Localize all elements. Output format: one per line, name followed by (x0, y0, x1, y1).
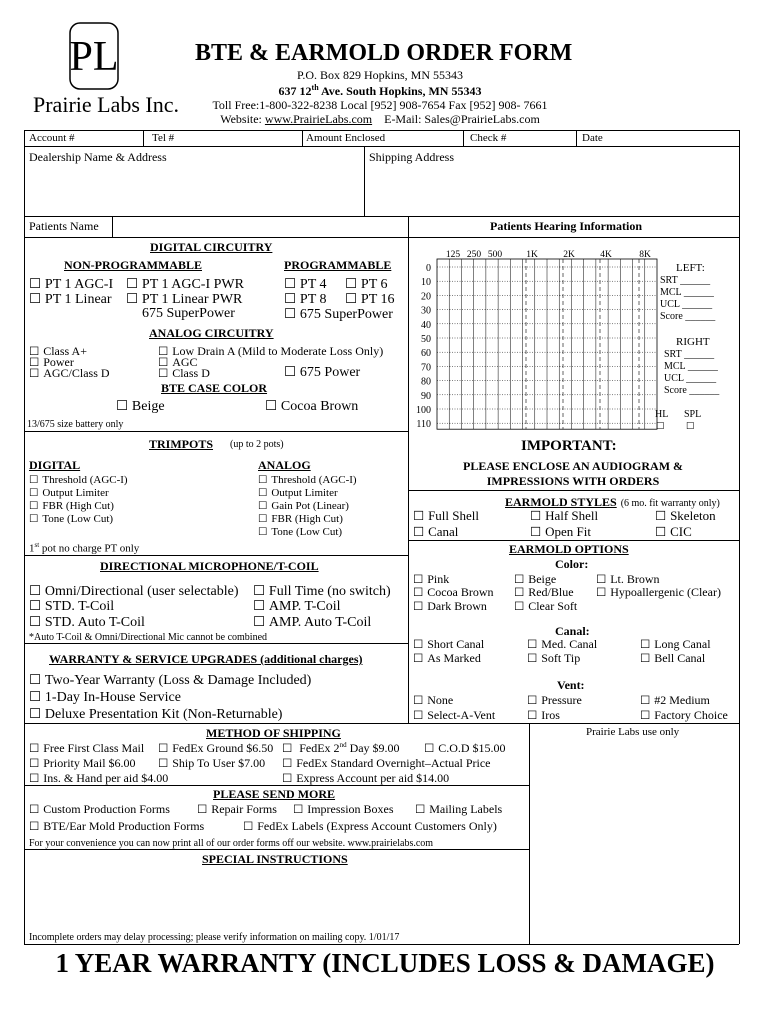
lab-use-label: Prairie Labs use only (586, 726, 680, 738)
pressure-vent-checkbox[interactable]: ☐ Pressure (527, 693, 582, 708)
trimpots-title: TRIMPOTS (149, 437, 214, 451)
no-vent-checkbox[interactable]: ☐ None (413, 693, 453, 708)
analog-circuitry-title: ANALOG CIRCUITRY (149, 326, 274, 340)
skeleton-checkbox[interactable]: ☐ Skeleton (655, 508, 716, 524)
deluxe-kit-checkbox[interactable]: ☐ Deluxe Presentation Kit (Non-Returnable) (29, 706, 282, 723)
hearing-info-title: Patients Hearing Information (490, 219, 642, 233)
digital-tone-checkbox[interactable]: ☐ Tone (Low Cut) (29, 513, 113, 525)
express-account-checkbox[interactable]: ☐ Express Account per aid $14.00 (282, 771, 449, 786)
as-marked-checkbox[interactable]: ☐ As Marked (413, 651, 481, 666)
prog-title: PROGRAMMABLE (284, 258, 392, 272)
audiogram-level-label: 40 (421, 319, 431, 331)
amount-enclosed-field[interactable]: Amount Enclosed (306, 132, 386, 144)
digital-fbr-checkbox[interactable]: ☐ FBR (High Cut) (29, 500, 114, 512)
agc-classd-checkbox[interactable]: ☐ AGC/Class D (29, 366, 110, 381)
prog-675-checkbox[interactable]: ☐ 675 SuperPower (284, 306, 393, 323)
audiogram-freq-label: 8K (639, 250, 651, 260)
po-box: P.O. Box 829 Hopkins, MN 55343 (296, 68, 464, 82)
important-line2: IMPRESSIONS WITH ORDERS (486, 474, 660, 488)
medium-vent-checkbox[interactable]: ☐ #2 Medium (640, 693, 710, 708)
dark-brown-checkbox[interactable]: ☐ Dark Brown (413, 599, 487, 614)
audiogram-level-label: 80 (421, 376, 431, 388)
spl-checkbox[interactable] (686, 421, 699, 432)
battery-note: 13/675 size battery only (27, 419, 124, 430)
two-year-warranty-checkbox[interactable]: ☐ Two-Year Warranty (Loss & Damage Included) (29, 672, 311, 689)
audiogram-level-label: 0 (426, 263, 431, 274)
analog-threshold-checkbox[interactable]: ☐ Threshold (AGC-I) (258, 474, 357, 486)
half-shell-checkbox[interactable]: ☐ Half Shell (530, 508, 598, 524)
right-ear-label: RIGHT (676, 336, 710, 348)
one-day-service-checkbox[interactable]: ☐ 1-Day In-House Service (29, 689, 181, 706)
factory-choice-checkbox[interactable]: ☐ Factory Choice (640, 708, 728, 723)
amp-tcoil-checkbox[interactable]: ☐ AMP. T-Coil (253, 598, 341, 615)
audiogram-freq-label: 125 (445, 250, 461, 260)
patients-name-field[interactable]: Patients Name (29, 219, 99, 233)
red-blue-checkbox[interactable]: ☐ Red/Blue (514, 585, 574, 600)
classd-checkbox[interactable]: ☐ Class D (158, 366, 210, 381)
fedex-labels-checkbox[interactable]: ☐ FedEx Labels (Express Account Customers Only) (243, 819, 497, 834)
iros-vent-checkbox[interactable]: ☐ Iros (527, 708, 560, 723)
date-field[interactable]: Date (582, 132, 603, 144)
fulltime-checkbox[interactable]: ☐ Full Time (no switch) (253, 583, 391, 600)
mic-title: DIRECTIONAL MICROPHONE/T-COIL (100, 559, 319, 573)
left-ucl-field[interactable]: UCL ______ (660, 299, 713, 310)
phone-line: Toll Free:1-800-322-8238 Local [952] 908-7654 Fax [952] 908- 7661 (212, 98, 548, 112)
cocoa-case-checkbox[interactable]: ☐ Cocoa Brown (265, 398, 358, 415)
audiogram-level-label: 10 (421, 277, 431, 289)
account-field[interactable]: Account # (29, 132, 75, 144)
priority-mail-checkbox[interactable]: ☐ Priority Mail $6.00 (29, 756, 136, 771)
open-fit-checkbox[interactable]: ☐ Open Fit (530, 524, 591, 540)
tcoil-note: *Auto T-Coil & Omni/Directional Mic cannot be combined (29, 632, 268, 643)
analog-fbr-checkbox[interactable]: ☐ FBR (High Cut) (258, 513, 343, 525)
vent-label: Vent: (557, 678, 585, 692)
left-score-field[interactable]: Score ______ (660, 311, 716, 322)
select-a-vent-checkbox[interactable]: ☐ Select-A-Vent (413, 708, 495, 723)
short-canal-checkbox[interactable]: ☐ Short Canal (413, 637, 484, 652)
lt-brown-checkbox[interactable]: ☐ Lt. Brown (596, 572, 660, 587)
website-line: Website: www.PrairieLabs.com E-Mail: Sales@PrairieLabs.com (220, 112, 540, 126)
audiogram-level-label: 90 (421, 390, 431, 402)
tel-field[interactable]: Tel # (152, 132, 175, 144)
important-line1: PLEASE ENCLOSE AN AUDIOGRAM & (462, 459, 684, 473)
hypoallergenic-checkbox[interactable]: ☐ Hypoallergenic (Clear) (596, 585, 721, 600)
pt8-checkbox[interactable]: ☐ PT 8 (284, 291, 327, 308)
std-tcoil-checkbox[interactable]: ☐ STD. T-Coil (29, 598, 114, 615)
website-link[interactable]: www.PrairieLabs.com (264, 112, 373, 126)
med-canal-checkbox[interactable]: ☐ Med. Canal (527, 637, 597, 652)
digital-output-limiter-checkbox[interactable]: ☐ Output Limiter (29, 487, 109, 499)
cic-checkbox[interactable]: ☐ CIC (655, 524, 692, 540)
shipping-title: METHOD OF SHIPPING (206, 726, 341, 740)
audiogram-freq-label: 250 (466, 250, 482, 260)
audiogram-level-label: 50 (421, 334, 431, 345)
earmold-styles-header: EARMOLD STYLES (6 mo. fit warranty only) (505, 495, 720, 509)
svg-text:PL: PL (69, 34, 119, 80)
omni-checkbox[interactable]: ☐ Omni/Directional (user selectable) (29, 583, 239, 600)
full-shell-checkbox[interactable]: ☐ Full Shell (413, 508, 479, 524)
dealership-field[interactable]: Dealership Name & Address (29, 150, 167, 164)
audiogram-freq-label: 2K (563, 250, 575, 260)
cocoa-mold-checkbox[interactable]: ☐ Cocoa Brown (413, 585, 494, 600)
company-name: Prairie Labs Inc. (33, 92, 179, 117)
canal-style-checkbox[interactable]: ☐ Canal (413, 524, 458, 540)
long-canal-checkbox[interactable]: ☐ Long Canal (640, 637, 711, 652)
classa-checkbox[interactable]: ☐ Class A+ (29, 344, 87, 359)
incomplete-note: Incomplete orders may delay processing; please verify information on mailing copy. 1/01/17 (29, 932, 400, 943)
std-auto-tcoil-checkbox[interactable]: ☐ STD. Auto T-Coil (29, 614, 145, 631)
pt16-checkbox[interactable]: ☐ PT 16 (345, 291, 395, 308)
audiogram-freq-label: 4K (600, 250, 612, 260)
street-address: 637 12th Ave. South Hopkins, MN 55343 (278, 83, 482, 98)
beige-case-checkbox[interactable]: ☐ Beige (116, 398, 165, 415)
audiogram-level-label: 20 (421, 291, 431, 303)
audiogram-level-label: 100 (416, 405, 431, 416)
right-ucl-field[interactable]: UCL ______ (664, 373, 717, 384)
special-instructions-title: SPECIAL INSTRUCTIONS (202, 852, 348, 866)
analog-tone-checkbox[interactable]: ☐ Tone (Low Cut) (258, 526, 342, 538)
left-ear-label: LEFT: (676, 262, 705, 274)
canal-label: Canal: (555, 624, 590, 638)
fedex-2day-checkbox[interactable]: ☐ FedEx 2nd Day $9.00 (282, 741, 400, 756)
pt4-checkbox[interactable]: ☐ PT 4 (284, 276, 327, 293)
spl-label: SPL (684, 409, 702, 420)
right-srt-field[interactable]: SRT ______ (664, 349, 715, 360)
fedex-ground-checkbox[interactable]: ☐ FedEx Ground $6.50 (158, 741, 273, 756)
audiogram-level-label: 70 (421, 362, 431, 374)
shipping-address-field[interactable]: Shipping Address (369, 150, 455, 164)
audiogram-level-label: 30 (421, 305, 431, 317)
company-logo (69, 22, 119, 90)
first-pot-note: 1st pot no charge PT only (29, 541, 140, 555)
custom-forms-checkbox[interactable]: ☐ Custom Production Forms (29, 802, 170, 817)
agc-checkbox[interactable]: ☐ AGC (158, 355, 198, 370)
pt1-agci-pwr-checkbox[interactable]: ☐ PT 1 AGC-I PWR (126, 276, 244, 293)
left-srt-field[interactable]: SRT ______ (660, 275, 711, 286)
analog-gain-pot-checkbox[interactable]: ☐ Gain Pot (Linear) (258, 500, 349, 512)
pink-checkbox[interactable]: ☐ Pink (413, 572, 449, 587)
clear-soft-checkbox[interactable]: ☐ Clear Soft (514, 599, 577, 614)
power-checkbox[interactable]: ☐ Power (29, 355, 74, 370)
nonprog-675-label: 675 SuperPower (142, 306, 235, 321)
send-more-title: PLEASE SEND MORE (213, 787, 336, 801)
audiogram-freq-label: 500 (487, 250, 503, 260)
bte-ear-forms-checkbox[interactable]: ☐ BTE/Ear Mold Production Forms (29, 819, 204, 834)
pt1-agci-checkbox[interactable]: ☐ PT 1 AGC-I (29, 276, 113, 293)
important-title: IMPORTANT: (521, 438, 617, 454)
convenience-note: For your convenience you can now print all of our order forms off our website. www.prairielabs.com (29, 838, 434, 849)
audiogram-freq-label: 1K (526, 250, 538, 260)
footer-warranty: 1 YEAR WARRANTY (INCLUDES LOSS & DAMAGE) (55, 948, 715, 978)
hl-checkbox[interactable] (656, 421, 669, 432)
pt1-linear-pwr-checkbox[interactable]: ☐ PT 1 Linear PWR (126, 291, 242, 308)
pt6-checkbox[interactable]: ☐ PT 6 (345, 276, 388, 293)
pt1-linear-checkbox[interactable]: ☐ PT 1 Linear (29, 291, 112, 308)
right-mcl-field[interactable]: MCL ______ (664, 361, 718, 372)
special-instructions-area[interactable] (26, 868, 528, 930)
color-label: Color: (555, 557, 589, 571)
amp-auto-tcoil-checkbox[interactable]: ☐ AMP. Auto T-Coil (253, 614, 371, 631)
ship-to-user-checkbox[interactable]: ☐ Ship To User $7.00 (158, 756, 265, 771)
hl-label: HL (655, 409, 669, 420)
trimpots-note: (up to 2 pots) (230, 439, 284, 450)
digital-circuitry-title: DIGITAL CIRCUITRY (150, 240, 273, 254)
analog-675-checkbox[interactable]: ☐ 675 Power (284, 364, 360, 381)
beige-mold-checkbox[interactable]: ☐ Beige (514, 572, 556, 587)
analog-trimpots-title: ANALOG (258, 458, 311, 472)
first-class-checkbox[interactable]: ☐ Free First Class Mail (29, 741, 144, 756)
bte-color-title: BTE CASE COLOR (161, 381, 268, 395)
soft-tip-checkbox[interactable]: ☐ Soft Tip (527, 651, 580, 666)
form-title: BTE & EARMOLD ORDER FORM (195, 40, 573, 66)
warranty-title: WARRANTY & SERVICE UPGRADES (additional charges) (49, 652, 363, 666)
ins-hand-checkbox[interactable]: ☐ Ins. & Hand per aid $4.00 (29, 771, 168, 786)
impression-boxes-checkbox[interactable]: ☐ Impression Boxes (293, 802, 394, 817)
digital-trimpots-title: DIGITAL (29, 458, 81, 472)
mailing-labels-checkbox[interactable]: ☐ Mailing Labels (415, 802, 502, 817)
check-field[interactable]: Check # (470, 132, 507, 144)
analog-output-limiter-checkbox[interactable]: ☐ Output Limiter (258, 487, 338, 499)
left-mcl-field[interactable]: MCL ______ (660, 287, 714, 298)
nonprog-title: NON-PROGRAMMABLE (64, 258, 202, 272)
email: E-Mail: Sales@PrairieLabs.com (384, 112, 540, 126)
bell-canal-checkbox[interactable]: ☐ Bell Canal (640, 651, 705, 666)
fedex-overnight-checkbox[interactable]: ☐ FedEx Standard Overnight–Actual Price (282, 756, 491, 771)
earmold-options-title: EARMOLD OPTIONS (509, 542, 629, 556)
lowdrain-checkbox[interactable]: ☐ Low Drain A (Mild to Moderate Loss Only) (158, 344, 383, 359)
repair-forms-checkbox[interactable]: ☐ Repair Forms (197, 802, 277, 817)
digital-threshold-checkbox[interactable]: ☐ Threshold (AGC-I) (29, 474, 128, 486)
audiogram-level-label: 60 (421, 348, 431, 360)
audiogram-level-label: 110 (416, 419, 431, 431)
cod-checkbox[interactable]: ☐ C.O.D $15.00 (424, 741, 506, 756)
right-score-field[interactable]: Score ______ (664, 385, 720, 396)
